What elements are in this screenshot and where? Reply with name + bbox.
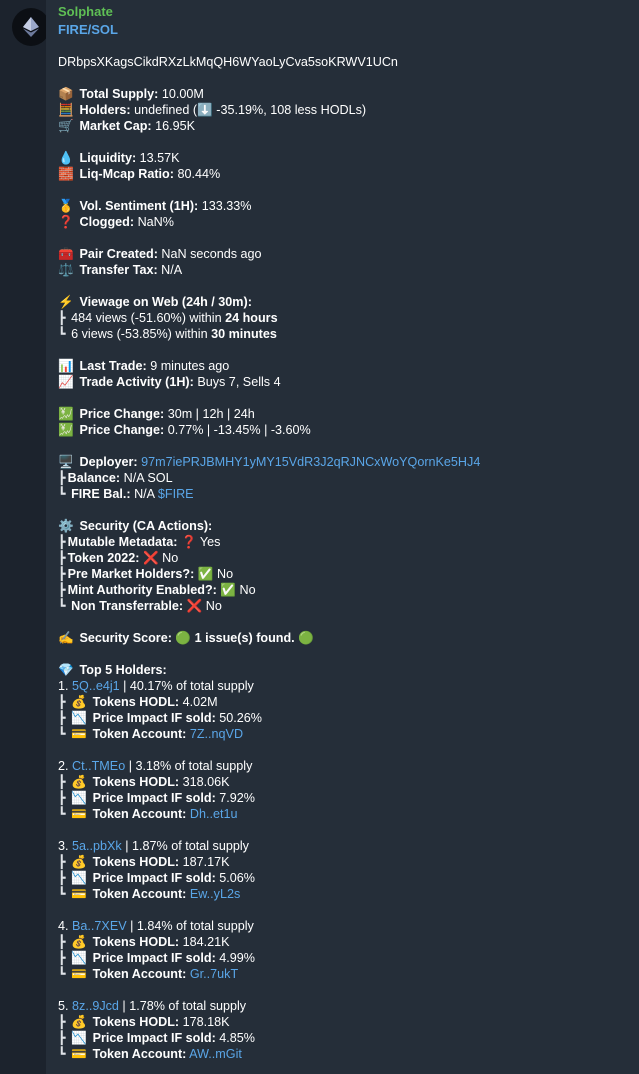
check-icon: ✅ [197, 567, 214, 581]
holder-tokens-line [58, 854, 628, 870]
liquidity-value: 13.57K [139, 151, 180, 165]
down-chart-icon: 📉 [71, 1031, 87, 1045]
holder-field-label: Price Impact IF sold: [92, 791, 216, 805]
green-circle-icon: 🟢 [175, 631, 192, 645]
red-question-icon: ❓ [180, 535, 197, 549]
holder-account-link[interactable]: Gr..7ukT [189, 967, 239, 981]
money-bag-icon: 💰 [71, 935, 87, 949]
holder-field-label: Tokens HODL: [92, 855, 180, 869]
holders-value: undefined (⬇️ -35.19%, 108 less HODLs) [134, 103, 367, 117]
holder-share: | 1.78% of total supply [118, 999, 247, 1013]
holder-impact: 4.85% [219, 1031, 255, 1045]
holder-impact-line [58, 790, 628, 806]
market-cap-value: 16.95K [155, 119, 196, 133]
holders-list [58, 678, 628, 1062]
tree-connector: ┗ [58, 887, 66, 901]
abacus-icon: 🧮 [58, 103, 74, 117]
viewage-title: ⚡ Viewage on Web (24h / 30m): [58, 295, 252, 309]
holder-field-label: Token Account: [92, 967, 187, 981]
cross-icon: ❌ [186, 599, 203, 613]
question-box-icon: ❓ [58, 215, 74, 229]
tree-connector: ┣ [58, 1031, 66, 1045]
holder-impact: 50.26% [219, 711, 262, 725]
holder-address-link[interactable]: 8z..9Jcd [72, 999, 119, 1013]
mutable-metadata-line: ┣ Mutable Metadata: ❓ Yes [58, 535, 221, 549]
holder-tokens: 187.17K [182, 855, 230, 869]
holder-tokens: 4.02M [182, 695, 218, 709]
holder-tokens-line [58, 1014, 628, 1030]
mint-authority-line: ┣ Mint Authority Enabled?: ✅ No [58, 583, 256, 597]
tree-connector: ┣ [58, 855, 66, 869]
holder-account-link[interactable]: 7Z..nqVD [189, 727, 244, 741]
holders-line: 🧮 Holders: undefined (⬇️ -35.19%, 108 less HODLs) [58, 103, 367, 117]
total-supply-value: 10.00M [161, 87, 204, 101]
fire-ticker-link[interactable]: $FIRE [157, 487, 194, 501]
tree-connector: ┗ [58, 967, 66, 981]
clogged-line: ❓ Clogged: NaN% [58, 215, 174, 229]
pre-market-line: ┣ Pre Market Holders?: ✅ No [58, 567, 234, 581]
card-icon: 💳 [71, 807, 87, 821]
deployer-fire-line: ┗ FIRE Bal.: N/A $FIRE [58, 487, 194, 501]
bricks-icon: 🧱 [58, 167, 74, 181]
holder-field-label: Price Impact IF sold: [92, 1031, 216, 1045]
holder-impact: 7.92% [219, 791, 255, 805]
gem-icon: 💎 [58, 663, 74, 677]
holder-rank: 3. [58, 839, 69, 853]
holder-share: | 40.17% of total supply [119, 679, 254, 693]
holder-field-label: Price Impact IF sold: [92, 871, 216, 885]
money-bag-icon: 💰 [71, 775, 87, 789]
holder-account-link-line [58, 886, 628, 902]
diamond-logo-icon [22, 16, 40, 38]
tree-connector: ┗ [58, 727, 66, 741]
holder-tokens-line [58, 694, 628, 710]
holder-address-link[interactable]: 5a..pbXk [72, 839, 122, 853]
tree-connector: ┣ [58, 951, 66, 965]
deployer-address-link[interactable]: 97m7iePRJBMHY1yMY15VdR3J2qRJNCxWoYQornKe5HJ4 [141, 455, 481, 469]
holder-header [58, 918, 628, 934]
last-trade-line: 📊 Last Trade: 9 minutes ago [58, 359, 230, 373]
cart-icon: 🛒 [58, 119, 74, 133]
token-2022-line: ┣ Token 2022: ❌ No [58, 551, 179, 565]
money-bag-icon: 💰 [71, 1015, 87, 1029]
money-bag-icon: 💰 [71, 695, 87, 709]
card-icon: 💳 [71, 1047, 87, 1061]
price-change-values: 💹 Price Change: 0.77% | -13.45% | -3.60% [58, 423, 311, 437]
gear-icon: ⚙️ [58, 519, 74, 533]
holder-address-link[interactable]: Ba..7XEV [72, 919, 127, 933]
deployer-line: 🖥️ Deployer: 97m7iePRJBMHY1yMY15VdR3J2qRJNCxWoYQornKe5HJ4 [58, 455, 481, 469]
holder-rank: 2. [58, 759, 69, 773]
holder-tokens: 184.21K [182, 935, 230, 949]
holder-impact-line [58, 870, 628, 886]
security-score-line: ✍️ Security Score: 🟢 1 issue(s) found. 🟢 [58, 631, 314, 645]
sender-name[interactable]: Solphate [58, 4, 113, 19]
bar-chart-icon: 📊 [58, 359, 74, 373]
tree-connector: ┣ [58, 695, 66, 709]
trade-activity-line: 📈 Trade Activity (1H): Buys 7, Sells 4 [58, 375, 281, 389]
scale-icon: ⚖️ [58, 263, 74, 277]
price-change-periods: 💹 Price Change: 30m | 12h | 24h [58, 407, 255, 421]
holder-field-label: Price Impact IF sold: [92, 711, 216, 725]
card-icon: 💳 [71, 967, 87, 981]
liq-ratio-value: 80.44% [177, 167, 221, 181]
writing-hand-icon: ✍️ [58, 631, 74, 645]
holder-field-label: Token Account: [92, 727, 187, 741]
card-icon: 💳 [71, 887, 87, 901]
down-chart-icon: 📉 [71, 791, 87, 805]
holder-rank: 1. [58, 679, 69, 693]
total-supply-line: 📦 Total Supply: 10.00M [58, 87, 204, 101]
holder-header [58, 998, 628, 1014]
liquidity-line: 💧 Liquidity: 13.57K [58, 151, 180, 165]
holder-address-link[interactable]: Ct..TMEo [72, 759, 126, 773]
holder-field-label: Token Account: [92, 807, 187, 821]
market-cap-line: 🛒 Market Cap: 16.95K [58, 119, 196, 133]
tree-connector: ┗ [58, 1047, 66, 1061]
holder-rank: 5. [58, 999, 69, 1013]
money-bag-icon: 💰 [71, 855, 87, 869]
monitor-icon: 🖥️ [58, 455, 74, 469]
contract-address[interactable]: DRbpsXKagsCikdRXzLkMqQH6WYaoLyCva5soKRWV1UCn [58, 55, 398, 69]
down-chart-icon: 📉 [71, 951, 87, 965]
viewage-24h: ┣ 484 views (-51.60%) within 24 hours [58, 311, 278, 325]
non-transferrable-line: ┗ Non Transferrable: ❌ No [58, 599, 222, 613]
transfer-tax-line: ⚖️ Transfer Tax: N/A [58, 263, 183, 277]
clogged-value: NaN% [137, 215, 174, 229]
holder-address-link[interactable]: 5Q..e4j1 [72, 679, 120, 693]
holder-field-label: Price Impact IF sold: [92, 951, 216, 965]
holder-impact-line [58, 1030, 628, 1046]
vol-sentiment-line: 🥇 Vol. Sentiment (1H): 133.33% [58, 199, 252, 213]
trend-chart-icon: 📈 [58, 375, 74, 389]
holder-rank: 4. [58, 919, 69, 933]
holder-impact: 5.06% [219, 871, 255, 885]
pair-created-line: 🧰 Pair Created: NaN seconds ago [58, 247, 262, 261]
holder-tokens-line [58, 934, 628, 950]
liq-ratio-line: 🧱 Liq-Mcap Ratio: 80.44% [58, 167, 221, 181]
holder-field-label: Tokens HODL: [92, 695, 180, 709]
droplet-icon: 💧 [58, 151, 74, 165]
green-circle-icon: 🟢 [298, 631, 314, 645]
tree-connector: ┣ [58, 935, 66, 949]
bolt-icon: ⚡ [58, 295, 74, 309]
medal-icon: 🥇 [58, 199, 74, 213]
security-title: ⚙️ Security (CA Actions): [58, 519, 213, 533]
tree-connector: ┣ [58, 775, 66, 789]
box-icon: 📦 [58, 87, 74, 101]
holder-field-label: Tokens HODL: [92, 1015, 180, 1029]
bot-avatar[interactable] [12, 8, 50, 46]
holder-tokens: 318.06K [182, 775, 230, 789]
holder-impact-line [58, 710, 628, 726]
holder-field-label: Token Account: [92, 887, 187, 901]
down-chart-icon: 📉 [71, 711, 87, 725]
vol-sentiment-value: 133.33% [201, 199, 252, 213]
holder-account-link[interactable]: AW..mGit [189, 1047, 242, 1061]
tree-connector: ┣ [58, 871, 66, 885]
tree-connector: ┗ [58, 807, 66, 821]
holder-share: | 1.84% of total supply [126, 919, 254, 933]
holder-impact-line [58, 950, 628, 966]
check-icon: ✅ [220, 583, 237, 597]
holder-field-label: Token Account: [92, 1047, 187, 1061]
holder-account-link-line [58, 966, 628, 982]
pair-name: FIRE/SOL [58, 22, 118, 37]
holder-share: | 1.87% of total supply [121, 839, 249, 853]
holder-tokens: 178.18K [182, 1015, 230, 1029]
tree-connector: ┣ [58, 1015, 66, 1029]
holder-header [58, 758, 628, 774]
holder-field-label: Tokens HODL: [92, 775, 180, 789]
pair-created-value: NaN seconds ago [161, 247, 262, 261]
holder-share: | 3.18% of total supply [125, 759, 253, 773]
viewage-30m: ┗ 6 views (-53.85%) within 30 minutes [58, 327, 277, 341]
holder-account-link-line [58, 806, 628, 822]
down-chart-icon: 📉 [71, 871, 87, 885]
holder-account-link-line [58, 1046, 628, 1062]
toolbox-icon: 🧰 [58, 247, 74, 261]
holder-impact: 4.99% [219, 951, 255, 965]
message-body [58, 54, 628, 1062]
holder-header [58, 838, 628, 854]
exchange-chart-icon: 💹 [58, 407, 74, 421]
holder-account-link[interactable]: Dh..et1u [189, 807, 238, 821]
top-holders-title: 💎 Top 5 Holders: [58, 663, 167, 677]
exchange-chart-icon: 💹 [58, 423, 74, 437]
tree-connector: ┣ [58, 791, 66, 805]
tree-connector: ┣ [58, 711, 66, 725]
deployer-balance-line: ┣ Balance: N/A SOL [58, 471, 173, 485]
holder-account-link[interactable]: Ew..yL2s [189, 887, 241, 901]
holder-tokens-line [58, 774, 628, 790]
holder-header [58, 678, 628, 694]
holder-field-label: Tokens HODL: [92, 935, 180, 949]
holder-account-link-line [58, 726, 628, 742]
transfer-tax-value: N/A [161, 263, 183, 277]
card-icon: 💳 [71, 727, 87, 741]
cross-icon: ❌ [142, 551, 159, 565]
